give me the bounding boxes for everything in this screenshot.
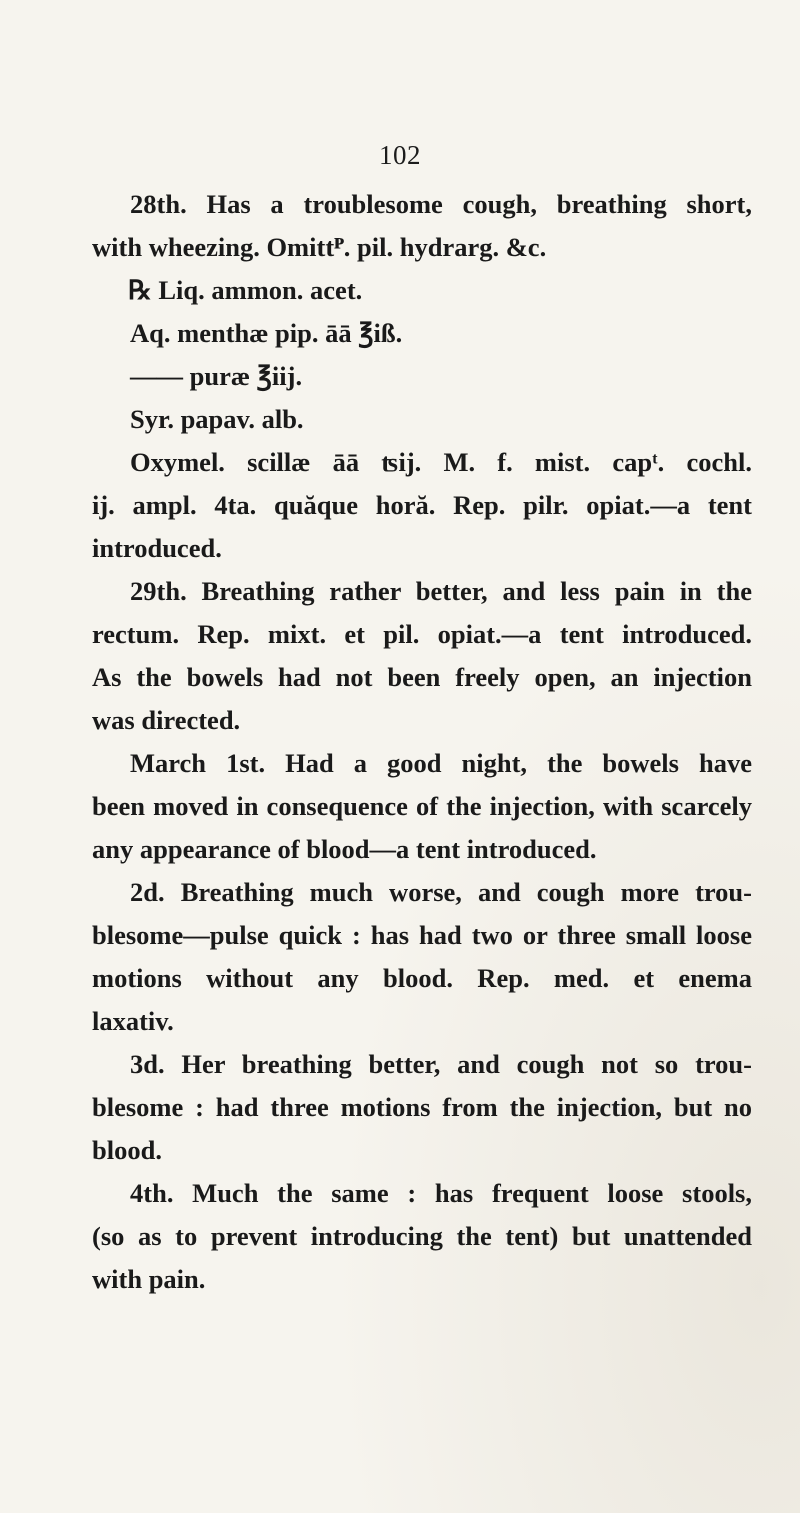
text-line: blood. <box>92 1135 162 1165</box>
text-line: motions without any blood. Rep. med. et enema <box>92 963 752 993</box>
text-line: rectum. Rep. mixt. et pil. opiat.—a tent introduced. <box>92 619 752 649</box>
text-line: 4th. Much the same : has frequent loose stools, <box>130 1178 752 1208</box>
text-line: blesome : had three motions from the injection, but no <box>92 1092 752 1122</box>
text-line: any appearance of blood—a tent introduced. <box>92 834 597 864</box>
text-line: Aq. menthæ pip. āā ℥iß. <box>130 318 403 348</box>
text-line: with pain. <box>92 1264 206 1294</box>
text-line: As the bowels had not been freely open, an injection <box>92 662 752 692</box>
text-line: 29th. Breathing rather better, and less pain in the <box>130 576 752 606</box>
text-line: laxativ. <box>92 1006 174 1036</box>
text-line: 3d. Her breathing better, and cough not so trou- <box>130 1049 752 1079</box>
text-line: —— puræ ℥iij. <box>130 361 303 391</box>
text-line: was directed. <box>92 705 241 735</box>
text-line: ℞ Liq. ammon. acet. <box>128 275 363 305</box>
text-line: with wheezing. Omittᴾ. pil. hydrarg. &c. <box>92 232 547 262</box>
text-line: March 1st. Had a good night, the bowels have <box>130 748 752 778</box>
text-line: blesome—pulse quick : has had two or three small loose <box>92 920 752 950</box>
text-line: been moved in consequence of the injection, with scarcely <box>92 791 752 821</box>
text-line: 2d. Breathing much worse, and cough more trou- <box>130 877 752 907</box>
text-line: (so as to prevent introducing the tent) but unattended <box>92 1221 752 1251</box>
text-line: ij. ampl. 4ta. quăque horă. Rep. pilr. opiat.—a tent <box>92 490 752 520</box>
text-line: introduced. <box>92 533 222 563</box>
page-number: 102 <box>379 140 421 170</box>
text-line: Oxymel. scillæ āā ʦij. M. f. mist. capᵗ. cochl. <box>130 447 752 477</box>
text-line: Syr. papav. alb. <box>130 404 304 434</box>
text-line: 28th. Has a troublesome cough, breathing short, <box>130 189 752 219</box>
